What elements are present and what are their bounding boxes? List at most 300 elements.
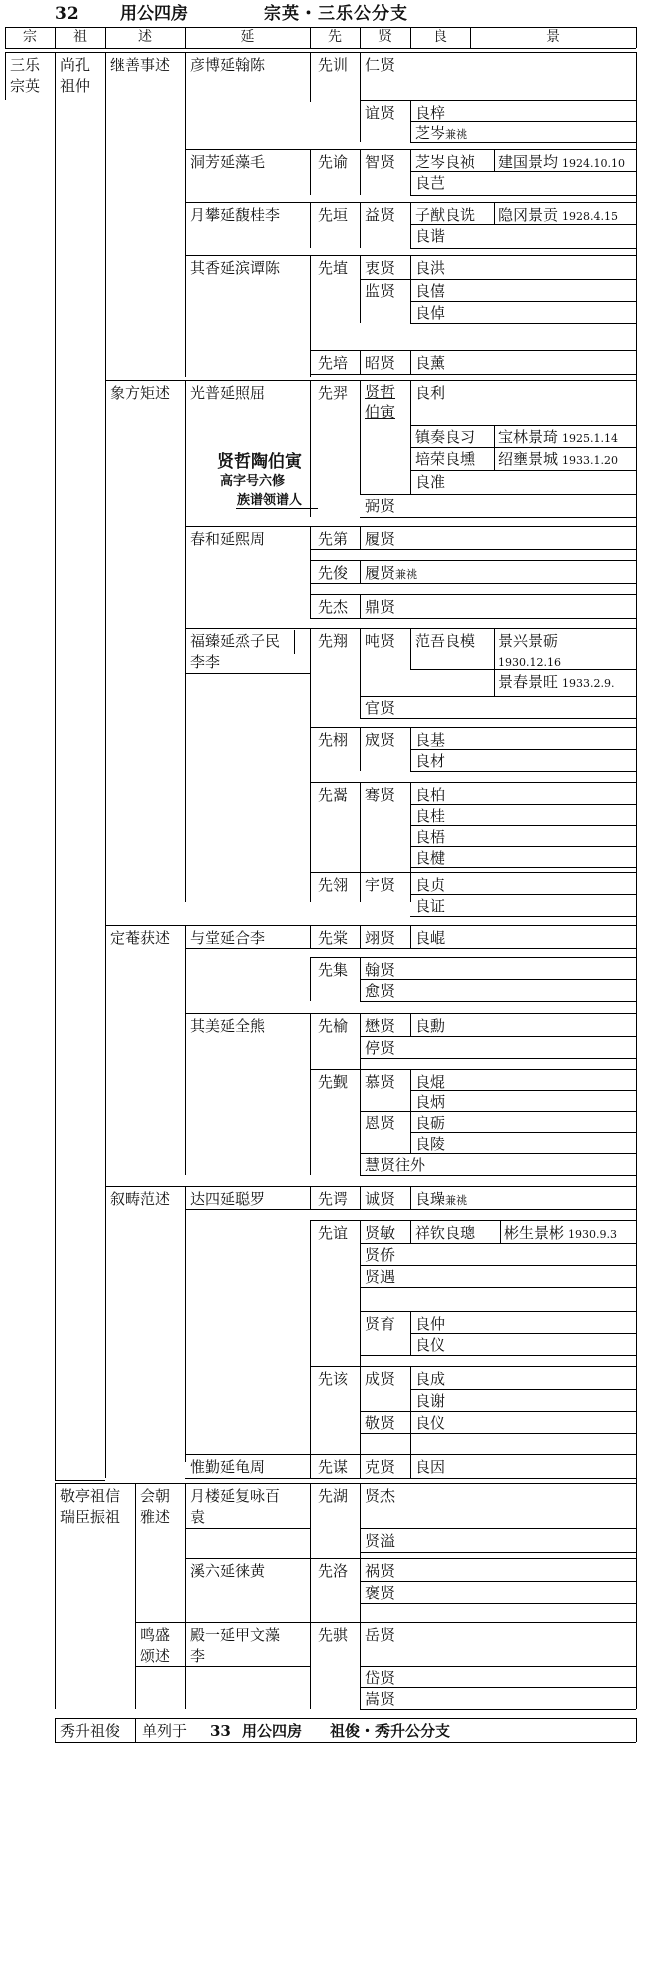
shu-name: 继善事述 xyxy=(110,56,171,74)
rule xyxy=(310,925,311,948)
liang-name: 良准 xyxy=(415,473,446,491)
rule xyxy=(410,1090,636,1091)
birth-date: 1924.10.10 xyxy=(562,157,625,170)
xianxian-name: 益贤 xyxy=(365,206,396,224)
cross-reference: 单列于 xyxy=(142,1722,188,1740)
rule xyxy=(360,517,636,518)
rule xyxy=(360,1311,636,1312)
liang-name: 良倬 xyxy=(415,304,446,322)
rule xyxy=(360,1454,361,1478)
xian-name: 先谋 xyxy=(318,1458,349,1476)
xianxian-name: 愈贤 xyxy=(365,982,396,1000)
jing-name: 景兴景砺 xyxy=(498,632,559,650)
cross-reference-house: 用公四房 xyxy=(242,1722,303,1740)
rule xyxy=(410,1333,636,1334)
liang-name: 良焜 xyxy=(415,1073,446,1091)
xianxian-name: 翊贤 xyxy=(365,929,396,947)
xian-name: 先翔 xyxy=(318,632,349,650)
xianxian-name: 贤育 xyxy=(365,1315,396,1333)
liang-name: 良璪 xyxy=(415,1190,446,1208)
liang-name: 良成 xyxy=(415,1370,446,1388)
col-liang: 良 xyxy=(433,29,447,45)
rule xyxy=(310,957,636,958)
rule xyxy=(410,771,636,772)
yan-name: 洞芳延藻毛 xyxy=(190,153,266,171)
xian-name: 先谕 xyxy=(318,153,349,171)
xian-name: 先湖 xyxy=(318,1487,349,1505)
shu-name: 会朝 xyxy=(140,1487,171,1505)
shu-name: 定菴获述 xyxy=(110,929,171,947)
yan-name: 月楼延复咏百 xyxy=(190,1487,281,1505)
rule xyxy=(310,202,311,248)
liang-name xyxy=(415,124,467,144)
rule xyxy=(360,1001,636,1002)
rule xyxy=(360,27,361,48)
rule xyxy=(360,1581,636,1582)
xianxian-name: 成贤 xyxy=(365,1370,396,1388)
col-shu: 述 xyxy=(138,29,152,45)
rule xyxy=(636,52,637,1709)
xian-name: 先该 xyxy=(318,1370,349,1388)
xian-name: 先第 xyxy=(318,530,349,548)
xian-name: 先俊 xyxy=(318,564,349,582)
rule xyxy=(105,1232,106,1478)
liang-name: 良谐 xyxy=(415,227,446,245)
shu-name: 鸣盛 xyxy=(140,1626,171,1644)
rule xyxy=(360,718,636,719)
liang-name: 培荣良壎 xyxy=(415,450,476,468)
rule xyxy=(410,825,636,826)
rule xyxy=(360,1433,636,1434)
rule xyxy=(410,846,636,847)
xianxian-name: 祸贤 xyxy=(365,1562,396,1580)
rule xyxy=(360,100,361,142)
xian-name: 先翯 xyxy=(318,786,349,804)
shu-name-2: 颂述 xyxy=(140,1647,171,1665)
xianxian-name: 贤侨 xyxy=(365,1246,396,1264)
rule xyxy=(636,1718,637,1742)
rule xyxy=(410,894,636,895)
rule xyxy=(185,1558,636,1559)
rule xyxy=(360,1058,636,1059)
col-zu: 祖 xyxy=(73,29,87,45)
rule xyxy=(185,380,186,902)
xian-name: 先谔 xyxy=(318,1190,349,1208)
jing-name xyxy=(504,1224,617,1244)
jing-name: 隐冈景贡 xyxy=(498,206,559,224)
xianxian-name: 履贤 xyxy=(365,564,396,582)
xianxian-name: 监贤 xyxy=(365,282,396,300)
zu-name: 尚孔 xyxy=(60,56,91,74)
xian-name: 先集 xyxy=(318,961,349,979)
birth-date: 1925.1.14 xyxy=(562,432,618,445)
liang-name: 良梧 xyxy=(415,828,446,846)
rule xyxy=(310,1454,311,1478)
rule xyxy=(310,149,311,195)
yan-name: 李李 xyxy=(190,653,221,671)
rule xyxy=(360,727,361,771)
rule xyxy=(410,121,636,122)
xianxian-name: 诚贤 xyxy=(365,1190,396,1208)
rule xyxy=(410,1389,636,1390)
rule xyxy=(410,1013,411,1036)
liang-name: 良崐 xyxy=(415,929,446,947)
liang-name: 良材 xyxy=(415,752,446,770)
xianxian-name xyxy=(365,564,417,584)
note-line: 族谱领谱人 xyxy=(237,493,303,508)
rule xyxy=(410,195,636,196)
rule xyxy=(310,350,636,351)
rule xyxy=(410,425,636,426)
rule xyxy=(410,916,636,917)
rule xyxy=(494,628,495,696)
liang-name: 良证 xyxy=(415,897,446,915)
col-xianxian: 贤 xyxy=(378,29,392,45)
jing-name xyxy=(498,450,618,470)
house-title: 用公四房 xyxy=(120,4,188,24)
rule xyxy=(55,1718,636,1719)
rule xyxy=(494,202,495,224)
col-jing: 景 xyxy=(546,29,560,45)
rule xyxy=(360,1355,636,1356)
rule xyxy=(294,630,295,654)
rule xyxy=(310,1186,311,1209)
liang-name: 芝岑良祯 xyxy=(415,153,476,171)
rule xyxy=(360,1287,636,1288)
jing-name xyxy=(498,206,618,226)
rule xyxy=(310,526,311,618)
xianxian-name: 吨贤 xyxy=(365,632,396,650)
jing-name: 彬生景彬 xyxy=(504,1224,565,1242)
rule xyxy=(360,1687,636,1688)
rule xyxy=(360,1186,361,1209)
yan-name: 惟勤延龟周 xyxy=(190,1458,266,1476)
rule xyxy=(185,1478,636,1479)
xianxian-name: 翰贤 xyxy=(365,961,396,979)
rule xyxy=(310,1220,311,1454)
rule xyxy=(185,1483,186,1709)
xianxian-name: 慧贤往外 xyxy=(365,1156,426,1174)
liang-name: 良芑 xyxy=(415,174,446,192)
rule xyxy=(360,1013,361,1175)
rule xyxy=(360,1036,636,1037)
rule xyxy=(410,1366,411,1454)
rule xyxy=(360,594,361,618)
rule xyxy=(360,1220,361,1454)
col-yan: 延 xyxy=(240,29,255,45)
birth-date: 1933.1.20 xyxy=(562,454,618,467)
liang-name: 良利 xyxy=(415,384,446,402)
jing-name: 景春景旺 xyxy=(498,673,559,691)
liang-name: 良因 xyxy=(415,1458,446,1476)
rule xyxy=(135,1483,136,1709)
header-row-bottom xyxy=(5,48,636,49)
xian-name: 先埴 xyxy=(318,259,349,277)
rule xyxy=(310,560,636,561)
xian-name: 先羿 xyxy=(318,384,349,402)
branch-title: 宗英・三乐公分支 xyxy=(264,4,408,24)
rule xyxy=(185,948,636,949)
zu-name: 秀升祖俊 xyxy=(60,1722,121,1740)
jing-name: 建国景均 xyxy=(498,153,559,171)
xianxian-name: 贤杰 xyxy=(365,1487,396,1505)
rule xyxy=(55,1742,636,1743)
rule xyxy=(310,594,636,595)
xianxian-name: 宬贤 xyxy=(365,731,396,749)
xian-name: 先垣 xyxy=(318,206,349,224)
rule xyxy=(360,628,361,718)
rule xyxy=(105,52,106,1232)
xianxian-name: 贤溢 xyxy=(365,1532,396,1550)
rule xyxy=(310,52,311,102)
xianxian-name: 官贤 xyxy=(365,699,396,717)
rule xyxy=(360,100,636,101)
rule xyxy=(185,27,186,48)
rule xyxy=(360,782,361,902)
liang-name: 良勳 xyxy=(415,1017,446,1035)
rule xyxy=(360,350,361,374)
rule xyxy=(360,149,361,195)
yan-name: 其美延全熊 xyxy=(190,1017,266,1035)
xianxian-name: 谊贤 xyxy=(365,104,396,122)
liang-name: 良梓 xyxy=(415,104,446,122)
rule xyxy=(360,526,361,549)
liang-name: 良洪 xyxy=(415,259,446,277)
xianxian-name: 智贤 xyxy=(365,153,396,171)
liang-name: 良楗 xyxy=(415,849,446,867)
birth-date: 1928.4.15 xyxy=(562,210,618,223)
note-line: 高字号六修 xyxy=(220,474,286,489)
yan-name: 溪六延徕黄 xyxy=(190,1562,266,1580)
jiantiao-note: 兼祧 xyxy=(445,1194,468,1207)
rule xyxy=(360,696,636,697)
liang-name: 良仲 xyxy=(415,1315,446,1333)
xianxian-name: 履贤 xyxy=(365,530,396,548)
rule xyxy=(410,323,636,324)
rule xyxy=(360,1603,636,1604)
rule xyxy=(410,1186,411,1209)
rule xyxy=(185,1209,636,1210)
rule xyxy=(410,255,411,323)
jing-name: 绍壅景城 xyxy=(498,450,559,468)
xianxian-name: 恩贤 xyxy=(365,1114,396,1132)
yan-name: 殿一延甲文藻 xyxy=(190,1626,281,1644)
rule xyxy=(410,1454,411,1478)
jing-name xyxy=(498,673,615,693)
rule xyxy=(410,749,636,750)
xian-name: 先洛 xyxy=(318,1562,349,1580)
xianxian-name: 贤敏 xyxy=(365,1224,396,1242)
note-title: 贤哲陶伯寅 xyxy=(217,452,302,472)
liang-name: 良薰 xyxy=(415,354,446,372)
liang-name: 良贞 xyxy=(415,876,446,894)
rule xyxy=(360,1709,636,1710)
xianxian-name: 贤哲 xyxy=(365,383,396,401)
liang-name: 良陵 xyxy=(415,1135,446,1153)
rule xyxy=(500,1220,501,1243)
rule xyxy=(185,526,636,527)
jing-name xyxy=(498,428,618,448)
rule xyxy=(360,1552,636,1553)
shu-name: 象方矩述 xyxy=(110,384,171,402)
cross-reference-page: 33 xyxy=(210,1722,231,1740)
yan-name: 袁 xyxy=(190,1508,206,1526)
rule xyxy=(55,1483,636,1484)
rule xyxy=(636,27,637,48)
liang-name: 祥钦良璁 xyxy=(415,1224,476,1242)
rule xyxy=(360,279,636,280)
rule xyxy=(55,52,56,1480)
xian-name: 先培 xyxy=(318,354,349,372)
yan-name: 与堂延合李 xyxy=(190,929,266,947)
rule xyxy=(360,380,361,494)
rule xyxy=(360,52,361,100)
zu-name: 敬亭祖信 xyxy=(60,1487,121,1505)
rule xyxy=(135,1718,136,1742)
rule xyxy=(360,1528,636,1529)
rule xyxy=(310,872,636,873)
rule xyxy=(105,27,106,48)
xian-name: 先翎 xyxy=(318,876,349,894)
liang-name: 子猷良诜 xyxy=(415,206,476,224)
rule xyxy=(410,171,636,172)
xianxian-name: 褒贤 xyxy=(365,1584,396,1602)
rule xyxy=(310,1483,311,1709)
xian-name: 先杰 xyxy=(318,598,349,616)
rule xyxy=(360,1243,636,1244)
xianxian-name: 宇贤 xyxy=(365,876,396,894)
liang-name: 良炳 xyxy=(415,1093,446,1111)
liang-name: 良仪 xyxy=(415,1414,446,1432)
zu-name-2: 瑞臣振祖 xyxy=(60,1508,121,1526)
rule xyxy=(410,867,636,868)
rule xyxy=(410,350,411,374)
rule xyxy=(360,925,361,948)
xianxian-name: 懋贤 xyxy=(365,1017,396,1035)
rule xyxy=(135,1666,310,1667)
xianxian-name: 贤遇 xyxy=(365,1268,396,1286)
rule xyxy=(360,560,361,583)
rule xyxy=(310,1013,311,1175)
rule xyxy=(410,142,636,143)
birth-date: 1930.12.16 xyxy=(498,656,561,669)
zu-name-2: 祖仲 xyxy=(60,77,91,95)
col-zong: 宗 xyxy=(23,29,37,45)
liang-name: 范吾良模 xyxy=(415,632,476,650)
rule xyxy=(310,782,636,783)
rule xyxy=(360,1111,636,1112)
xianxian-name: 嵩贤 xyxy=(365,1690,396,1708)
rule xyxy=(410,470,636,471)
jing-name xyxy=(498,153,625,173)
rule xyxy=(310,374,636,375)
birth-date: 1933.2.9. xyxy=(562,677,615,690)
xianxian-name: 仁贤 xyxy=(365,56,396,74)
rule xyxy=(55,27,56,48)
rule xyxy=(310,549,636,550)
rule xyxy=(236,508,318,509)
shu-name: 叙畴范述 xyxy=(110,1190,171,1208)
yan-name: 达四延聪罗 xyxy=(190,1190,266,1208)
rule xyxy=(185,673,310,674)
xian-name: 先觐 xyxy=(318,1073,349,1091)
rule xyxy=(185,1186,186,1462)
xianxian-name: 岳贤 xyxy=(365,1626,396,1644)
rule xyxy=(55,1480,105,1481)
xian-name: 先训 xyxy=(318,56,349,74)
yan-name: 福臻延烝子民 xyxy=(190,632,281,650)
page-number: 32 xyxy=(55,4,79,24)
rule xyxy=(410,925,411,948)
rule xyxy=(310,1069,636,1070)
rule xyxy=(410,380,411,494)
xianxian-name: 停贤 xyxy=(365,1039,396,1057)
liang-name: 良仪 xyxy=(415,1336,446,1354)
rule xyxy=(310,1220,636,1221)
rule xyxy=(410,27,411,48)
rule xyxy=(410,149,411,195)
xianxian-name: 鼎贤 xyxy=(365,598,396,616)
jiantiao-note: 兼祧 xyxy=(445,128,468,141)
rule xyxy=(185,1528,310,1529)
xian-name: 先榆 xyxy=(318,1017,349,1035)
rule xyxy=(360,1175,636,1176)
rule xyxy=(5,52,6,100)
rule xyxy=(310,583,636,584)
yan-name: 李 xyxy=(190,1647,206,1665)
zong-name: 三乐 xyxy=(10,56,41,74)
rule xyxy=(310,380,311,517)
rule xyxy=(185,52,186,377)
rule xyxy=(360,494,636,495)
rule xyxy=(360,255,361,323)
rule xyxy=(310,727,636,728)
yan-name: 春和延熙周 xyxy=(190,530,266,548)
rule xyxy=(310,1366,636,1367)
rule xyxy=(410,1132,636,1133)
rule xyxy=(410,248,636,249)
rule xyxy=(410,782,411,902)
liang-name: 良基 xyxy=(415,731,446,749)
rule xyxy=(494,149,495,171)
rule xyxy=(310,618,636,619)
rule xyxy=(410,804,636,805)
rule xyxy=(410,1220,411,1243)
rule xyxy=(55,1718,56,1742)
rule xyxy=(410,301,636,302)
liang-name: 镇奏良习 xyxy=(415,428,476,446)
xianxian-name: 慕贤 xyxy=(365,1073,396,1091)
xianxian-name: 衷贤 xyxy=(365,259,396,277)
rule xyxy=(410,669,636,670)
liang-name: 良桂 xyxy=(415,807,446,825)
birth-date: 1930.9.3 xyxy=(568,1228,617,1241)
liang-name: 芝岑 xyxy=(415,124,446,142)
liang-name xyxy=(415,1190,467,1210)
rule xyxy=(410,224,636,225)
rule xyxy=(360,1153,636,1154)
yan-name: 彦博延翰陈 xyxy=(190,56,266,74)
rule xyxy=(310,255,311,377)
rule xyxy=(360,1265,636,1266)
xianxian-name: 骞贤 xyxy=(365,786,396,804)
xianxian-name: 克贤 xyxy=(365,1458,396,1476)
rule xyxy=(310,27,311,48)
jiantiao-note: 兼祧 xyxy=(395,568,418,581)
xianxian-name: 伯寅 xyxy=(365,403,396,421)
rule xyxy=(410,202,411,248)
rule xyxy=(5,52,636,53)
